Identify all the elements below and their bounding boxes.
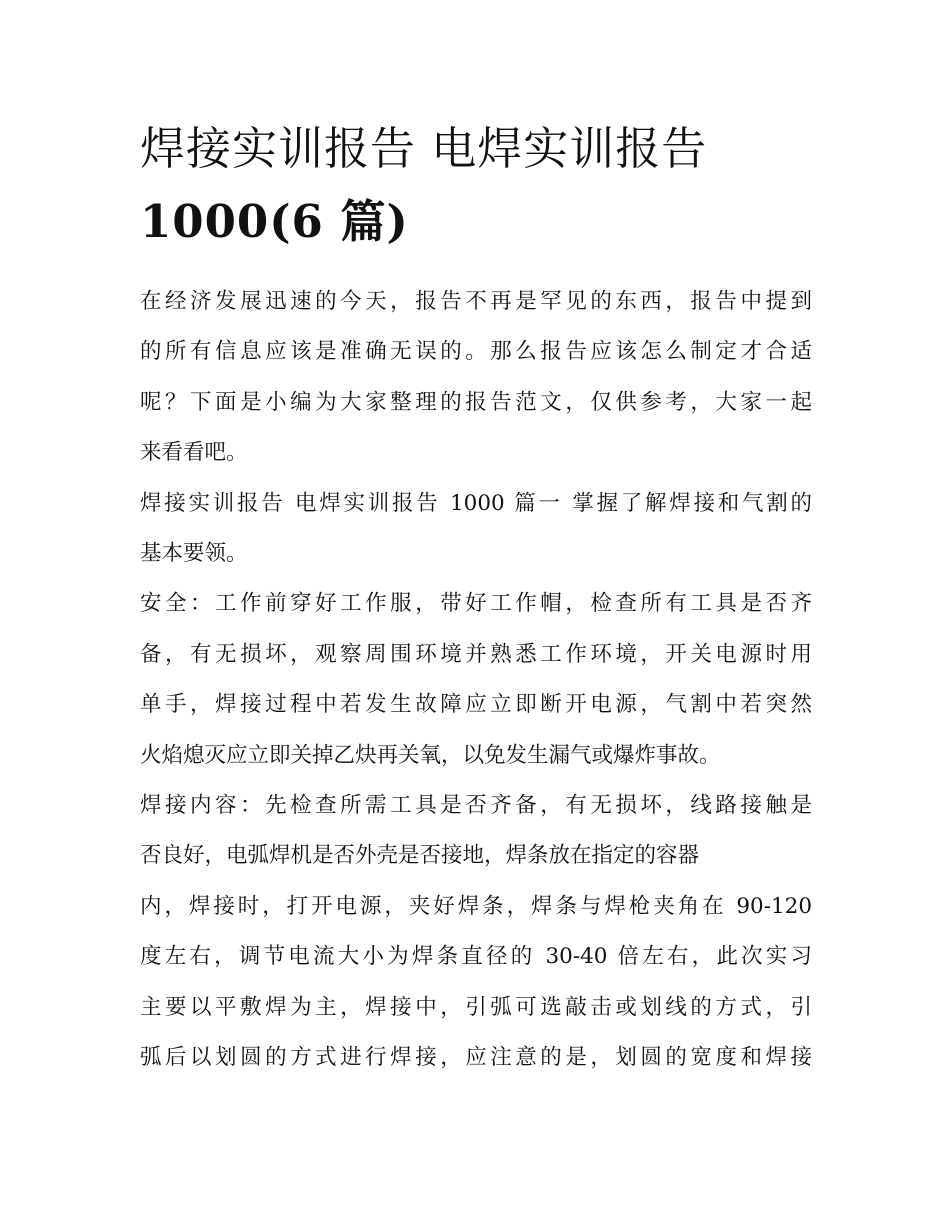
text-line: 呢？下面是小编为大家整理的报告范文，仅供参考，大家一起	[140, 389, 812, 415]
text-line: 单手，焊接过程中若发生故障应立即断开电源，气割中若突然	[140, 692, 812, 718]
text-line: 的所有信息应该是准确无误的。那么报告应该怎么制定才合适	[140, 339, 812, 365]
text-line: 主要以平敷焊为主，焊接中，引弧可选敲击或划线的方式，引	[140, 994, 812, 1020]
text-line: 焊接内容：先检查所需工具是否齐备，有无损坏，线路接触是	[140, 793, 812, 819]
document-body	[140, 277, 812, 1084]
text-line: 焊接实训报告 电焊实训报告 1000 篇一 掌握了解焊接和气割的	[140, 490, 812, 516]
text-line: 安全：工作前穿好工作服，带好工作帽，检查所有工具是否齐	[140, 591, 812, 617]
text-line: 内，焊接时，打开电源，夹好焊条，焊条与焊枪夹角在 90-120	[140, 893, 812, 919]
text-line: 度左右，调节电流大小为焊条直径的 30-40 倍左右，此次实习	[140, 944, 812, 970]
text-line: 否良好，电弧焊机是否外壳是否接地，焊条放在指定的容器	[140, 843, 700, 869]
text-line: 火焰熄灭应立即关掉乙炔再关氧，以免发生漏气或爆炸事故。	[140, 742, 721, 768]
text-line: 基本要领。	[140, 541, 248, 567]
title-line-1: 焊接实训报告 电焊实训报告	[140, 122, 708, 175]
text-line: 弧后以划圆的方式进行焊接，应注意的是，划圆的宽度和焊接	[140, 1045, 812, 1071]
title-line-2: 1000(6 篇)	[140, 195, 409, 248]
text-line: 来看看吧。	[140, 440, 248, 466]
document-page	[140, 112, 812, 1084]
text-line: 在经济发展迅速的今天，报告不再是罕见的东西，报告中提到	[140, 289, 812, 314]
document-title	[140, 112, 812, 258]
paragraph-safety	[140, 579, 812, 781]
paragraph-intro	[140, 277, 812, 479]
paragraph-welding-content	[140, 781, 812, 1083]
text-line: 备，有无损坏，观察周围环境并熟悉工作环境，开关电源时用	[140, 641, 812, 667]
paragraph-section-heading	[140, 479, 812, 580]
